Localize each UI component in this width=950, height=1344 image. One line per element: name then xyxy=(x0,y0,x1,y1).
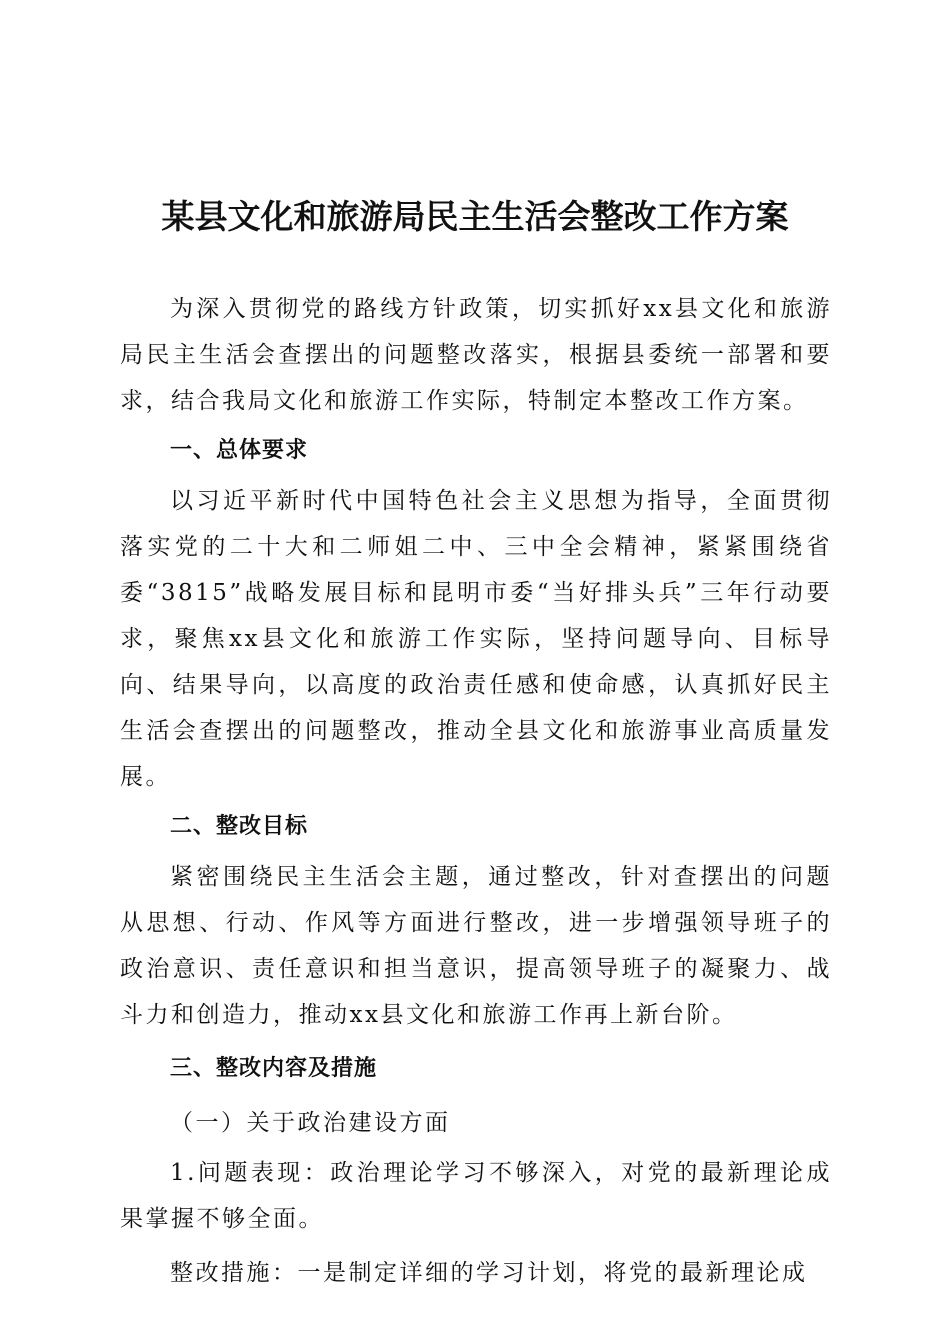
intro-paragraph: 为深入贯彻党的路线方针政策，切实抓好xx县文化和旅游局民主生活会查摆出的问题整改落实，根据县委统一部署和要求，结合我局文化和旅游工作实际，特制定本整改工作方案。 xyxy=(120,296,832,414)
section-heading-general-requirements: 一、总体要求 xyxy=(170,438,309,463)
subsection-heading-political-construction: （一）关于政治建设方面 xyxy=(170,1110,451,1136)
document-title: 某县文化和旅游局民主生活会整改工作方案 xyxy=(161,197,789,236)
section-heading-content-and-measures: 三、整改内容及措施 xyxy=(170,1056,378,1081)
general-requirements-paragraph: 以习近平新时代中国特色社会主义思想为指导，全面贯彻落实党的二十大和二师姐二中、三中全会精神，紧紧围绕省委“3815”战略发展目标和昆明市委“当好排头兵”三年行动要求，聚焦xx县文化和旅游工作实际，坚持问题导向、目标导向、结果导向，以高度的政治责任感和使命感，认真抓好民主生活会查摆出的问题整改，推动全县文化和旅游事业高质量发展。 xyxy=(120,488,832,790)
problem-paragraph: 1.问题表现：政治理论学习不够深入，对党的最新理论成果掌握不够全面。 xyxy=(120,1160,832,1232)
measure-paragraph: 整改措施：一是制定详细的学习计划，将党的最新理论成 xyxy=(170,1260,808,1286)
section-heading-rectification-goals: 二、整改目标 xyxy=(170,814,309,839)
rectification-goals-paragraph: 紧密围绕民主生活会主题，通过整改，针对查摆出的问题从思想、行动、作风等方面进行整改，进一步增强领导班子的政治意识、责任意识和担当意识，提高领导班子的凝聚力、战斗力和创造力，推动xx县文化和旅游工作再上新台阶。 xyxy=(120,864,832,1028)
document-body xyxy=(120,286,832,1296)
